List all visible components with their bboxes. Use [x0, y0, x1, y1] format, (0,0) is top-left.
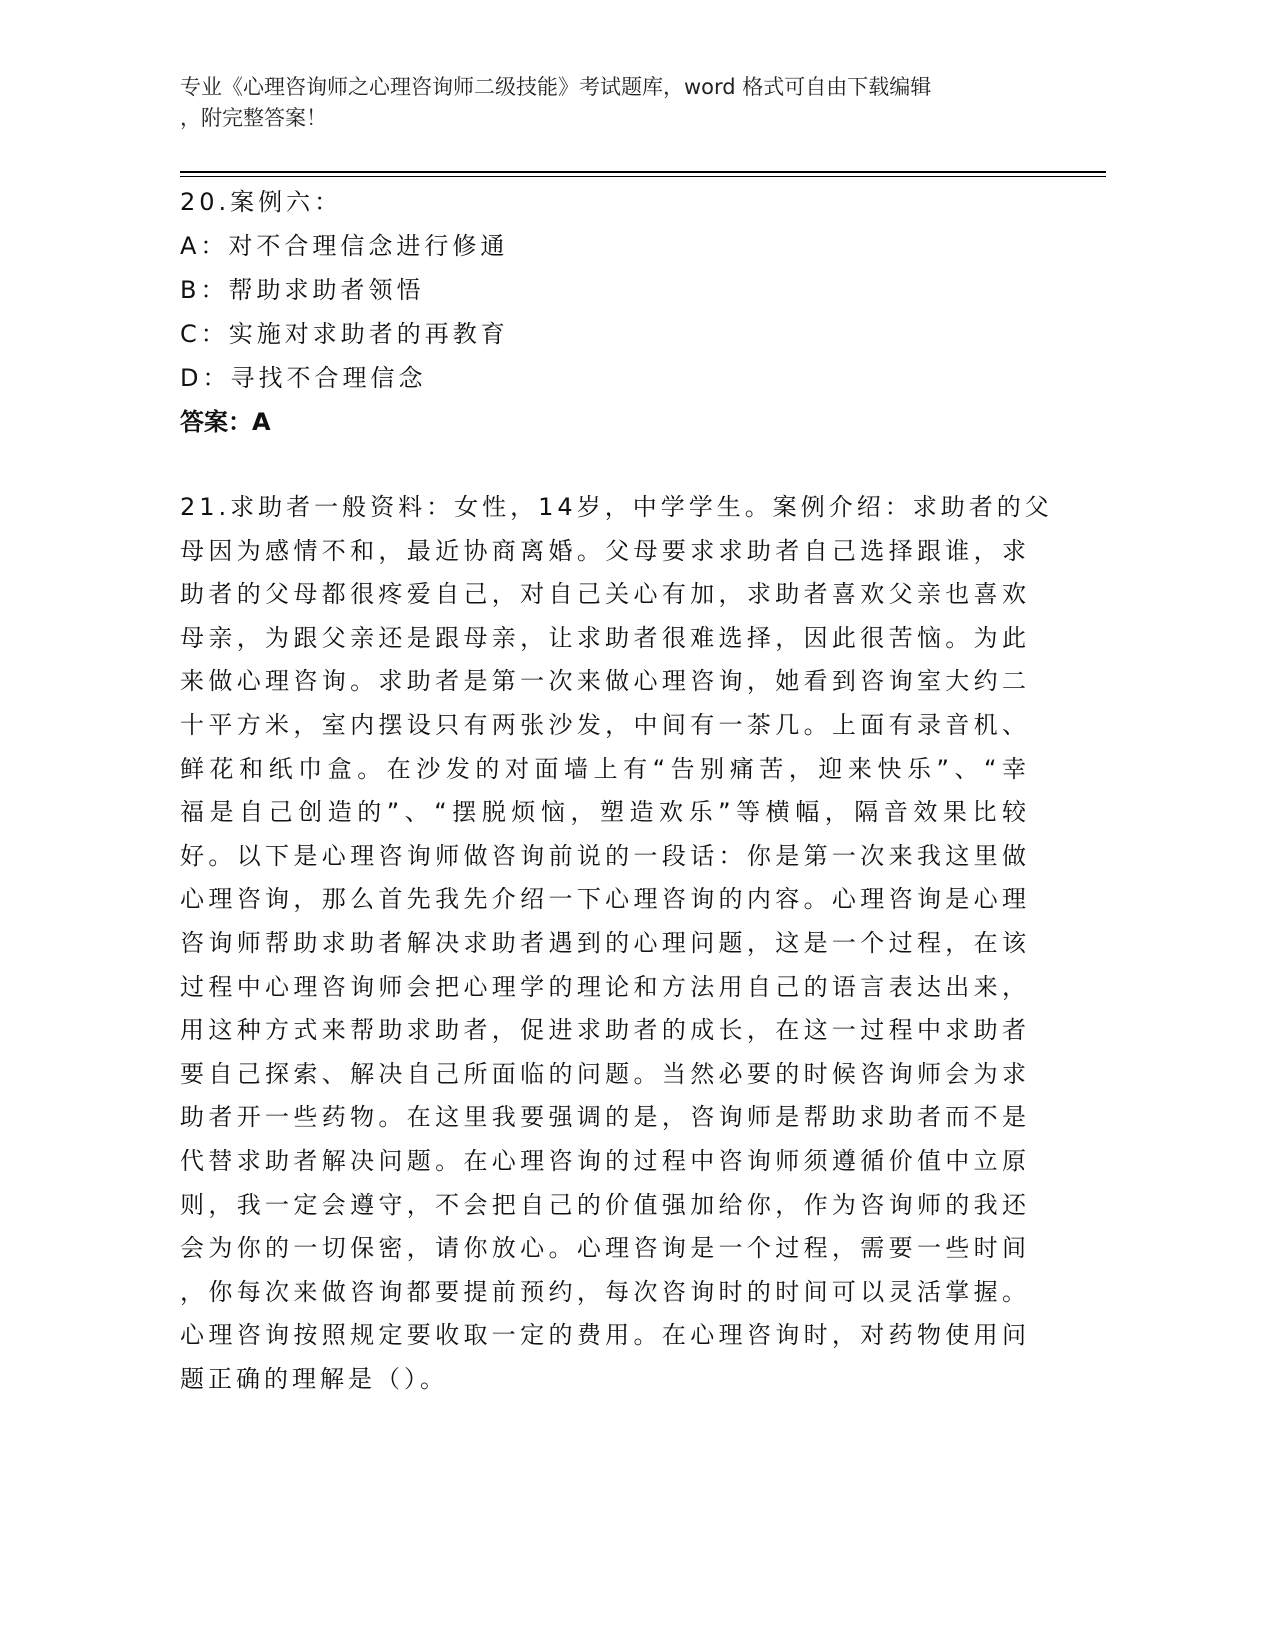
answer: 答案：A — [180, 408, 271, 436]
question-text-line: 21.求助者一般资料：女性，14岁，中学学生。案例介绍：求助者的父 — [180, 493, 1053, 521]
header-line-2: ，附完整答案！ — [180, 106, 327, 130]
question-text-line: 母亲，为跟父亲还是跟母亲，让求助者很难选择，因此很苦恼。为此 — [180, 623, 1030, 652]
option-c: C：实施对求助者的再教育 — [180, 320, 509, 348]
question-text-line: 母因为感情不和，最近协商离婚。父母要求求助者自己选择跟谁，求 — [180, 536, 1030, 565]
question-text-line: 咨询师帮助求助者解决求助者遇到的心理问题，这是一个过程，在该 — [180, 928, 1030, 957]
option-d: D：寻找不合理信念 — [180, 364, 427, 392]
question-text-line: 代替求助者解决问题。在心理咨询的过程中咨询师须遵循价值中立原 — [180, 1146, 1030, 1175]
question-text-line: 要自己探索、解决自己所面临的问题。当然必要的时候咨询师会为求 — [180, 1059, 1030, 1088]
header-line-1: 专业《心理咨询师之心理咨询师二级技能》考试题库，word 格式可自由下载编辑 — [180, 75, 932, 99]
question-text-line: 好。以下是心理咨询师做咨询前说的一段话：你是第一次来我这里做 — [180, 841, 1030, 870]
question-text-line: 会为你的一切保密，请你放心。心理咨询是一个过程，需要一些时间 — [180, 1234, 1030, 1263]
question-text-line: 助者的父母都很疼爱自己，对自己关心有加，求助者喜欢父亲也喜欢 — [180, 580, 1030, 609]
question-text-line: 十平方米，室内摆设只有两张沙发，中间有一茶几。上面有录音机、 — [180, 710, 1030, 739]
option-b: B：帮助求助者领悟 — [180, 276, 425, 304]
question-text-line: 用这种方式来帮助求助者，促进求助者的成长，在这一过程中求助者 — [180, 1016, 1030, 1045]
question-text-line: ，你每次来做咨询都要提前预约，每次咨询时的时间可以灵活掌握。 — [180, 1277, 1030, 1306]
question-text-line: 来做心理咨询。求助者是第一次来做心理咨询，她看到咨询室大约二 — [180, 667, 1030, 696]
question-text-line: 鲜花和纸巾盒。在沙发的对面墙上有“告别痛苦，迎来快乐”、“幸 — [180, 754, 1030, 783]
question-text-line: 福是自己创造的”、“摆脱烦恼，塑造欢乐”等横幅，隔音效果比较 — [180, 798, 1030, 827]
question-21 — [180, 486, 1053, 1401]
document-header — [180, 72, 1020, 134]
question-text-line: 心理咨询按照规定要收取一定的费用。在心理咨询时，对药物使用问 — [180, 1321, 1030, 1350]
question-text-line: 则，我一定会遵守，不会把自己的价值强加给你，作为咨询师的我还 — [180, 1190, 1030, 1219]
header-divider — [180, 171, 1106, 173]
option-a: A：对不合理信念进行修通 — [180, 232, 509, 260]
question-text-line: 助者开一些药物。在这里我要强调的是，咨询师是帮助求助者而不是 — [180, 1103, 1030, 1132]
question-text-line: 过程中心理咨询师会把心理学的理论和方法用自己的语言表达出来， — [180, 972, 1030, 1001]
question-text-line: 题正确的理解是（）。 — [180, 1364, 448, 1393]
question-20 — [180, 180, 509, 444]
header-divider-thin — [180, 176, 1106, 177]
question-title: 20.案例六： — [180, 188, 343, 216]
question-text-line: 心理咨询，那么首先我先介绍一下心理咨询的内容。心理咨询是心理 — [180, 885, 1030, 914]
